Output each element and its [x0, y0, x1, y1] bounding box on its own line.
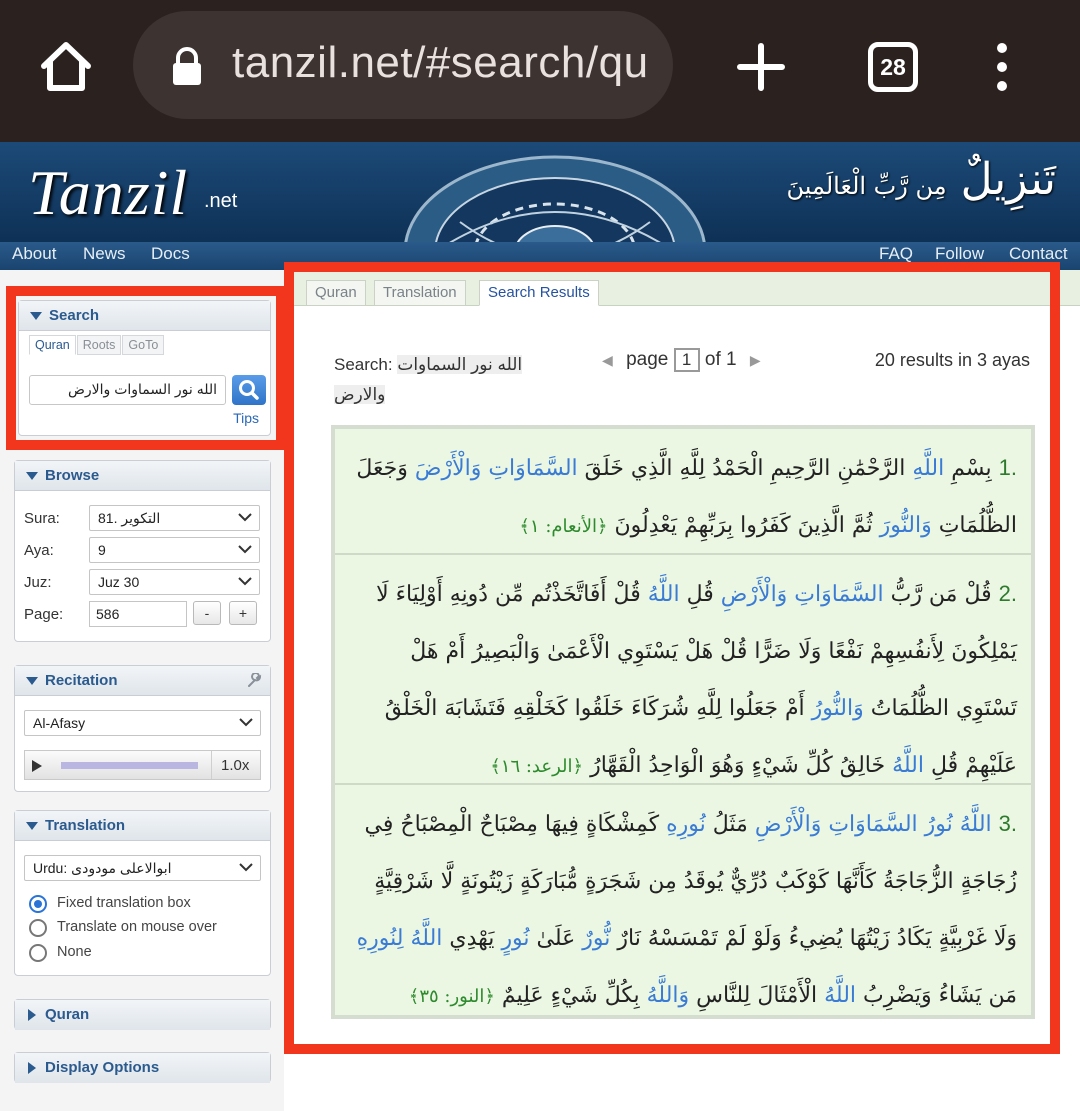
nav-follow[interactable]: Follow	[935, 244, 985, 263]
ayah-text: ثُمَّ الَّذِينَ كَفَرُوا بِرَبِّهِمْ يَعْدِلُونَ	[607, 513, 880, 538]
highlighted-match: اللَّهُ نُورُ السَّمَاوَاتِ وَالْأَرْضِ	[754, 812, 992, 837]
nav-docs[interactable]: Docs	[151, 244, 190, 263]
site-header	[0, 142, 1080, 242]
ayah-text: الرَّحْمَٰنِ الرَّحِيمِ الْحَمْدُ لِلَّهِ الَّذِي خَلَقَ	[577, 456, 913, 481]
highlighted-match: وَالنُّورُ	[811, 696, 864, 721]
rosette-ornament-icon	[400, 152, 710, 242]
aya-select[interactable]	[89, 537, 260, 563]
ayah-reference-link[interactable]: ﴿النور: ٣٥﴾	[408, 986, 495, 1007]
search-input[interactable]: الله نور السماوات والارض	[29, 375, 226, 405]
translation-panel	[14, 810, 271, 976]
tab-translation[interactable]: Translation	[374, 280, 466, 306]
player-divider	[211, 751, 212, 779]
search-tab-goto[interactable]: GoTo	[122, 335, 164, 355]
radio-button[interactable]	[29, 944, 47, 962]
recitation-panel-title: Recitation	[45, 672, 118, 689]
radio-button[interactable]	[29, 919, 47, 937]
prev-page-icon[interactable]: ◀	[602, 352, 613, 369]
browse-panel-title: Browse	[45, 467, 100, 484]
ayah-text: قُلْ مَن رَّبُّ	[883, 582, 992, 607]
highlighted-match: اللَّهُ	[647, 582, 680, 607]
radio-label: None	[57, 944, 92, 960]
nav-contact[interactable]: Contact	[1009, 244, 1068, 263]
nav-about[interactable]: About	[12, 244, 57, 263]
browse-panel-header[interactable]	[15, 461, 270, 491]
arabic-logo-sub: مِن رَّبِّ الْعَالَمِينَ	[786, 172, 947, 200]
audio-progress-track[interactable]	[61, 762, 198, 769]
highlighted-match: اللَّهُ لِنُورِهِ	[356, 926, 443, 951]
tips-link[interactable]: Tips	[233, 410, 259, 426]
tab-search-results[interactable]: Search Results	[479, 280, 599, 306]
wrench-icon[interactable]	[246, 673, 262, 689]
radio-label: Translate on mouse over	[57, 919, 217, 935]
page-plus-button[interactable]: +	[229, 601, 257, 625]
chevron-down-icon	[238, 576, 252, 586]
quran-panel-header[interactable]	[15, 1000, 270, 1030]
new-tab-icon[interactable]	[736, 42, 786, 92]
translation-select[interactable]	[24, 855, 261, 881]
display-options-title: Display Options	[45, 1059, 160, 1076]
browser-toolbar	[0, 0, 1080, 142]
pager-total: of 1	[704, 349, 737, 371]
sura-value: 81. التكوير	[98, 510, 161, 526]
ayah-reference-link[interactable]: ﴿الأنعام: ١﴾	[519, 516, 608, 537]
nav-news[interactable]: News	[83, 244, 126, 263]
ayah-text: قُلْ أَفَاتَّخَذْتُم مِّن دُونِهِ أَوْلِيَاءَ لَا يَمْلِكُونَ لِأَنفُسِهِمْ نَفْعًا وَلَا ضَرًّا قُلْ هَلْ يَسْتَوِي الْأَعْمَىٰ وَالْبَصِيرُ أَمْ هَلْ تَسْتَوِي الظُّلُمَاتُ	[376, 582, 1017, 721]
search-panel-title: Search	[49, 307, 100, 324]
sura-select[interactable]	[89, 505, 260, 531]
highlighted-match: السَّمَاوَاتِ وَالْأَرْضِ	[720, 582, 884, 607]
chevron-down-icon	[238, 512, 252, 522]
page-number-input[interactable]: 1	[674, 348, 700, 372]
recitation-panel-header[interactable]	[15, 666, 270, 696]
aya-value: 9	[98, 542, 106, 558]
chevron-down-icon	[238, 544, 252, 554]
ayah-number: 2.	[998, 581, 1017, 606]
search-tab-roots[interactable]: Roots	[77, 335, 122, 355]
display-options-header[interactable]	[15, 1053, 270, 1083]
reciter-select[interactable]	[24, 710, 261, 736]
ayah-text: وَجَعَلَ الظُّلُمَاتِ	[356, 456, 1017, 538]
chevron-down-icon	[239, 717, 253, 727]
annotation-box-search	[6, 286, 286, 450]
sura-label: Sura:	[24, 510, 60, 527]
nav-faq[interactable]: FAQ	[879, 244, 914, 263]
result-count: 20 results in 3 ayas	[874, 350, 1030, 370]
annotation-box-results	[284, 262, 1060, 1054]
ayah-text: بِسْمِ	[944, 456, 992, 481]
page-minus-button[interactable]: -	[193, 601, 221, 625]
highlighted-match: اللَّهِ	[912, 456, 945, 481]
url-text[interactable]: tanzil.net/#search/qu	[232, 38, 649, 87]
menu-kebab-icon[interactable]	[990, 42, 1014, 92]
play-icon[interactable]	[32, 760, 42, 772]
aya-label: Aya:	[24, 542, 54, 559]
ayah-text: بِكُلِّ شَيْءٍ عَلِيمٌ	[494, 983, 647, 1008]
arabic-logo	[786, 154, 1056, 205]
collapse-triangle-icon	[26, 677, 38, 685]
ayah-text: أَمْ جَعَلُوا لِلَّهِ شُرَكَاءَ خَلَقُوا كَخَلْقِهِ فَتَشَابَهَ الْخَلْقُ عَلَيْهِمْ قُلِ	[384, 696, 1017, 778]
highlighted-match: اللَّهُ	[892, 753, 924, 778]
reciter-value: Al-Afasy	[33, 715, 86, 731]
next-page-icon[interactable]: ▶	[749, 352, 761, 369]
ayah-text: مَن يَشَاءُ وَيَضْرِبُ	[856, 983, 1017, 1008]
ayah-reference-link[interactable]: ﴿الرعد: ١٦﴾	[490, 756, 584, 777]
ayah-text: كَمِشْكَاةٍ فِيهَا مِصْبَاحٌ الْمِصْبَاحُ فِي زُجَاجَةٍ الزُّجَاجَةُ كَأَنَّهَا كَوْكَبٌ دُرِّيٌّ يُوقَدُ مِن شَجَرَةٍ مُّبَارَكَةٍ زَيْتُونَةٍ لَّا شَرْقِيَّةٍ وَلَا غَرْبِيَّةٍ يَكَادُ زَيْتُهَا يُضِيءُ وَلَوْ لَمْ تَمْسَسْهُ نَارٌ	[364, 812, 1017, 951]
search-query: الله نور السماوات والارض	[334, 355, 523, 404]
translation-value: Urdu: ابوالاعلی مودودی	[33, 860, 172, 876]
quran-panel	[14, 999, 271, 1030]
search-tab-quran[interactable]: Quran	[29, 335, 76, 355]
audio-player	[24, 750, 261, 780]
highlighted-match: نُّورٌ	[582, 926, 611, 951]
ayah-number: 3.	[998, 811, 1017, 836]
ayah-number: 1.	[998, 455, 1017, 480]
expand-triangle-icon	[28, 1062, 36, 1074]
expand-triangle-icon	[28, 1009, 36, 1021]
ayah-text: يَهْدِي	[442, 926, 502, 951]
radio-button-checked[interactable]	[29, 895, 47, 913]
page-input[interactable]: 586	[89, 601, 187, 627]
pager-label: page	[626, 349, 669, 371]
juz-label: Juz:	[24, 574, 52, 591]
page-label: Page:	[24, 606, 64, 623]
ayah-text: الْأَمْثَالَ لِلنَّاسِ	[689, 983, 825, 1008]
juz-value: Juz 30	[98, 574, 140, 590]
highlighted-match: وَاللَّهُ	[646, 983, 690, 1008]
display-options-panel	[14, 1052, 271, 1083]
recitation-panel	[14, 665, 271, 792]
translation-panel-header[interactable]	[15, 811, 270, 841]
collapse-triangle-icon	[26, 472, 38, 480]
ayah-text: قُلِ	[679, 582, 721, 607]
quran-panel-title: Quran	[45, 1006, 90, 1023]
browse-panel	[14, 460, 271, 642]
highlighted-match: السَّمَاوَاتِ وَالْأَرْضَ	[414, 456, 578, 481]
highlighted-match: نُورِهِ	[666, 812, 706, 837]
chevron-down-icon	[239, 862, 253, 872]
tab-switcher-button[interactable]: 28	[868, 42, 918, 92]
collapse-triangle-icon	[26, 822, 38, 830]
highlighted-match: وَالنُّورَ	[879, 513, 932, 538]
home-icon[interactable]	[36, 36, 96, 96]
tab-quran[interactable]: Quran	[306, 280, 366, 306]
playback-speed[interactable]: 1.0x	[221, 757, 250, 774]
arabic-logo-main: تَنزِيلٌ	[960, 154, 1056, 205]
search-label: Search:	[334, 355, 393, 374]
highlighted-match: اللَّهُ	[824, 983, 857, 1008]
ayah-text: مَثَلُ	[705, 812, 755, 837]
translation-panel-title: Translation	[45, 817, 126, 834]
radio-label: Fixed translation box	[57, 895, 191, 911]
ayah-text: عَلَىٰ	[529, 926, 583, 951]
site-logo-suffix: .net	[204, 190, 238, 212]
highlighted-match: نُورٍ	[501, 926, 530, 951]
lock-icon	[170, 47, 204, 87]
site-logo[interactable]: Tanzil	[28, 157, 189, 228]
juz-select[interactable]	[89, 569, 260, 595]
ayah-text: خَالِقُ كُلِّ شَيْءٍ وَهُوَ الْوَاحِدُ الْقَهَّارُ	[583, 753, 893, 778]
